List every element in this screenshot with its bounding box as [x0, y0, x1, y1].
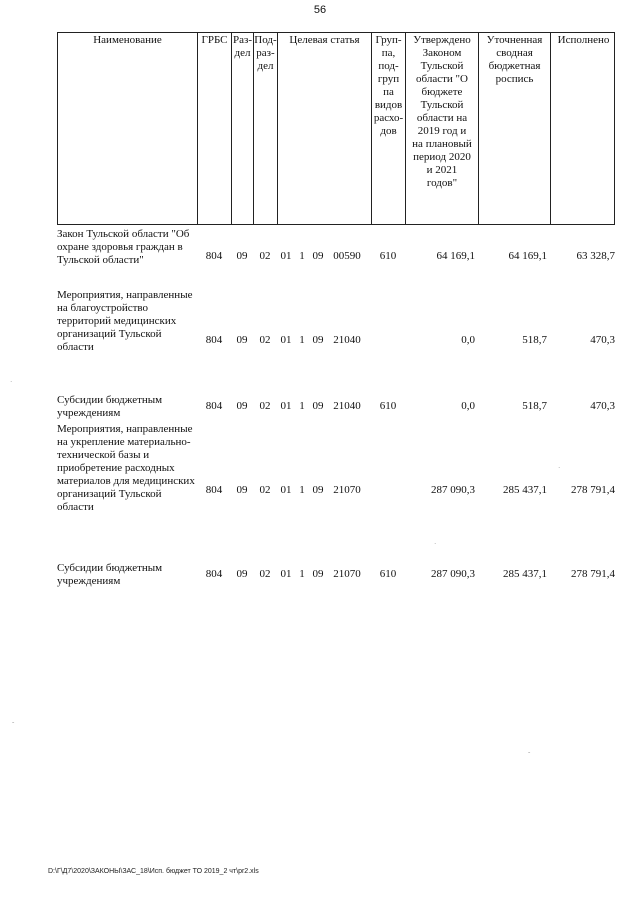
cell-target-2: 1: [299, 400, 305, 412]
cell-approved: 0,0: [461, 400, 475, 412]
header-grbs: ГРБС: [198, 33, 232, 224]
cell-podrazdel: 02: [259, 334, 271, 346]
cell-approved: 287 090,3: [431, 484, 475, 496]
cell-grbs: 804: [205, 484, 223, 496]
cell-podrazdel: 02: [259, 400, 271, 412]
cell-podrazdel: 02: [259, 250, 271, 262]
cell-executed: 470,3: [590, 334, 615, 346]
row-name: Мероприятия, направленные на благоустройство территорий медицинских организаций Тульской области: [57, 289, 193, 353]
cell-target-3: 09: [312, 484, 324, 496]
cell-executed: 278 791,4: [571, 568, 615, 580]
cell-razdel: 09: [236, 568, 248, 580]
cell-approved: 287 090,3: [431, 568, 475, 580]
cell-executed: 470,3: [590, 400, 615, 412]
cell-group: 610: [379, 400, 397, 412]
cell-target-4: 21070: [333, 484, 361, 496]
row-name: Субсидии бюджетным учреждениям: [57, 562, 163, 587]
cell-target-1: 01: [280, 568, 292, 580]
cell-approved: 64 169,1: [436, 250, 475, 262]
cell-refined: 518,7: [522, 400, 547, 412]
cell-target-1: 01: [280, 334, 292, 346]
cell-target-4: 21040: [333, 334, 361, 346]
cell-refined: 64 169,1: [508, 250, 547, 262]
scan-speck: ·: [558, 464, 561, 472]
header-executed: Исполнено: [557, 34, 610, 46]
cell-target-1: 01: [280, 484, 292, 496]
cell-razdel: 09: [236, 334, 248, 346]
cell-grbs: 804: [205, 400, 223, 412]
cell-approved: 0,0: [461, 334, 475, 346]
cell-group: 610: [379, 250, 397, 262]
header-target: Целевая статья: [278, 33, 372, 224]
cell-razdel: 09: [236, 484, 248, 496]
scan-speck: ·: [434, 540, 437, 548]
header-approved: Утверждено Законом Тульской области "О бюджете Тульской области на 2019 год и на плановый период 2020 и 2021 годов": [406, 33, 479, 224]
cell-refined: 285 437,1: [503, 484, 547, 496]
scan-speck: -: [528, 748, 531, 756]
row-name: Субсидии бюджетным учреждениям: [57, 394, 163, 419]
cell-target-2: 1: [299, 250, 305, 262]
cell-podrazdel: 02: [259, 484, 271, 496]
cell-grbs: 804: [205, 568, 223, 580]
cell-target-3: 09: [312, 334, 324, 346]
scan-speck: -: [12, 718, 15, 726]
cell-target-4: 21040: [333, 400, 361, 412]
header-refined: Уточненная сводная бюджетная роспись: [479, 33, 551, 224]
header-podrazdel: Под- раз- дел: [254, 33, 278, 224]
cell-target-2: 1: [299, 334, 305, 346]
cell-target-4: 00590: [333, 250, 361, 262]
header-razdel: Раз- дел: [232, 33, 254, 224]
cell-target-1: 01: [280, 250, 292, 262]
row-name: Закон Тульской области "Об охране здоровья граждан в Тульской области": [57, 228, 190, 266]
cell-target-3: 09: [312, 568, 324, 580]
cell-executed: 278 791,4: [571, 484, 615, 496]
scan-speck: ·: [10, 378, 13, 386]
cell-target-3: 09: [312, 400, 324, 412]
file-path-footer: D:\Г\Д7\2020\ЗАКОНЫ\ЗАС_18\Исп. бюджет ТО 2019_2 чт\pr2.xls: [48, 868, 259, 875]
cell-grbs: 804: [205, 334, 223, 346]
table-header: [57, 32, 615, 225]
cell-target-2: 1: [299, 568, 305, 580]
header-name: Наименование: [58, 33, 198, 224]
cell-target-3: 09: [312, 250, 324, 262]
cell-razdel: 09: [236, 250, 248, 262]
page-number: 56: [313, 4, 327, 16]
cell-executed: 63 328,7: [576, 250, 615, 262]
cell-refined: 285 437,1: [503, 568, 547, 580]
row-name: Мероприятия, направленные на укрепление материально-технической базы и приобретение расходных материалов для медицинских организаций Тульской области: [57, 423, 195, 513]
cell-razdel: 09: [236, 400, 248, 412]
cell-podrazdel: 02: [259, 568, 271, 580]
cell-target-1: 01: [280, 400, 292, 412]
cell-target-2: 1: [299, 484, 305, 496]
cell-grbs: 804: [205, 250, 223, 262]
cell-group: 610: [379, 568, 397, 580]
cell-refined: 518,7: [522, 334, 547, 346]
cell-target-4: 21070: [333, 568, 361, 580]
header-group: Груп- па, под- груп па видов расхо- дов: [372, 33, 406, 224]
